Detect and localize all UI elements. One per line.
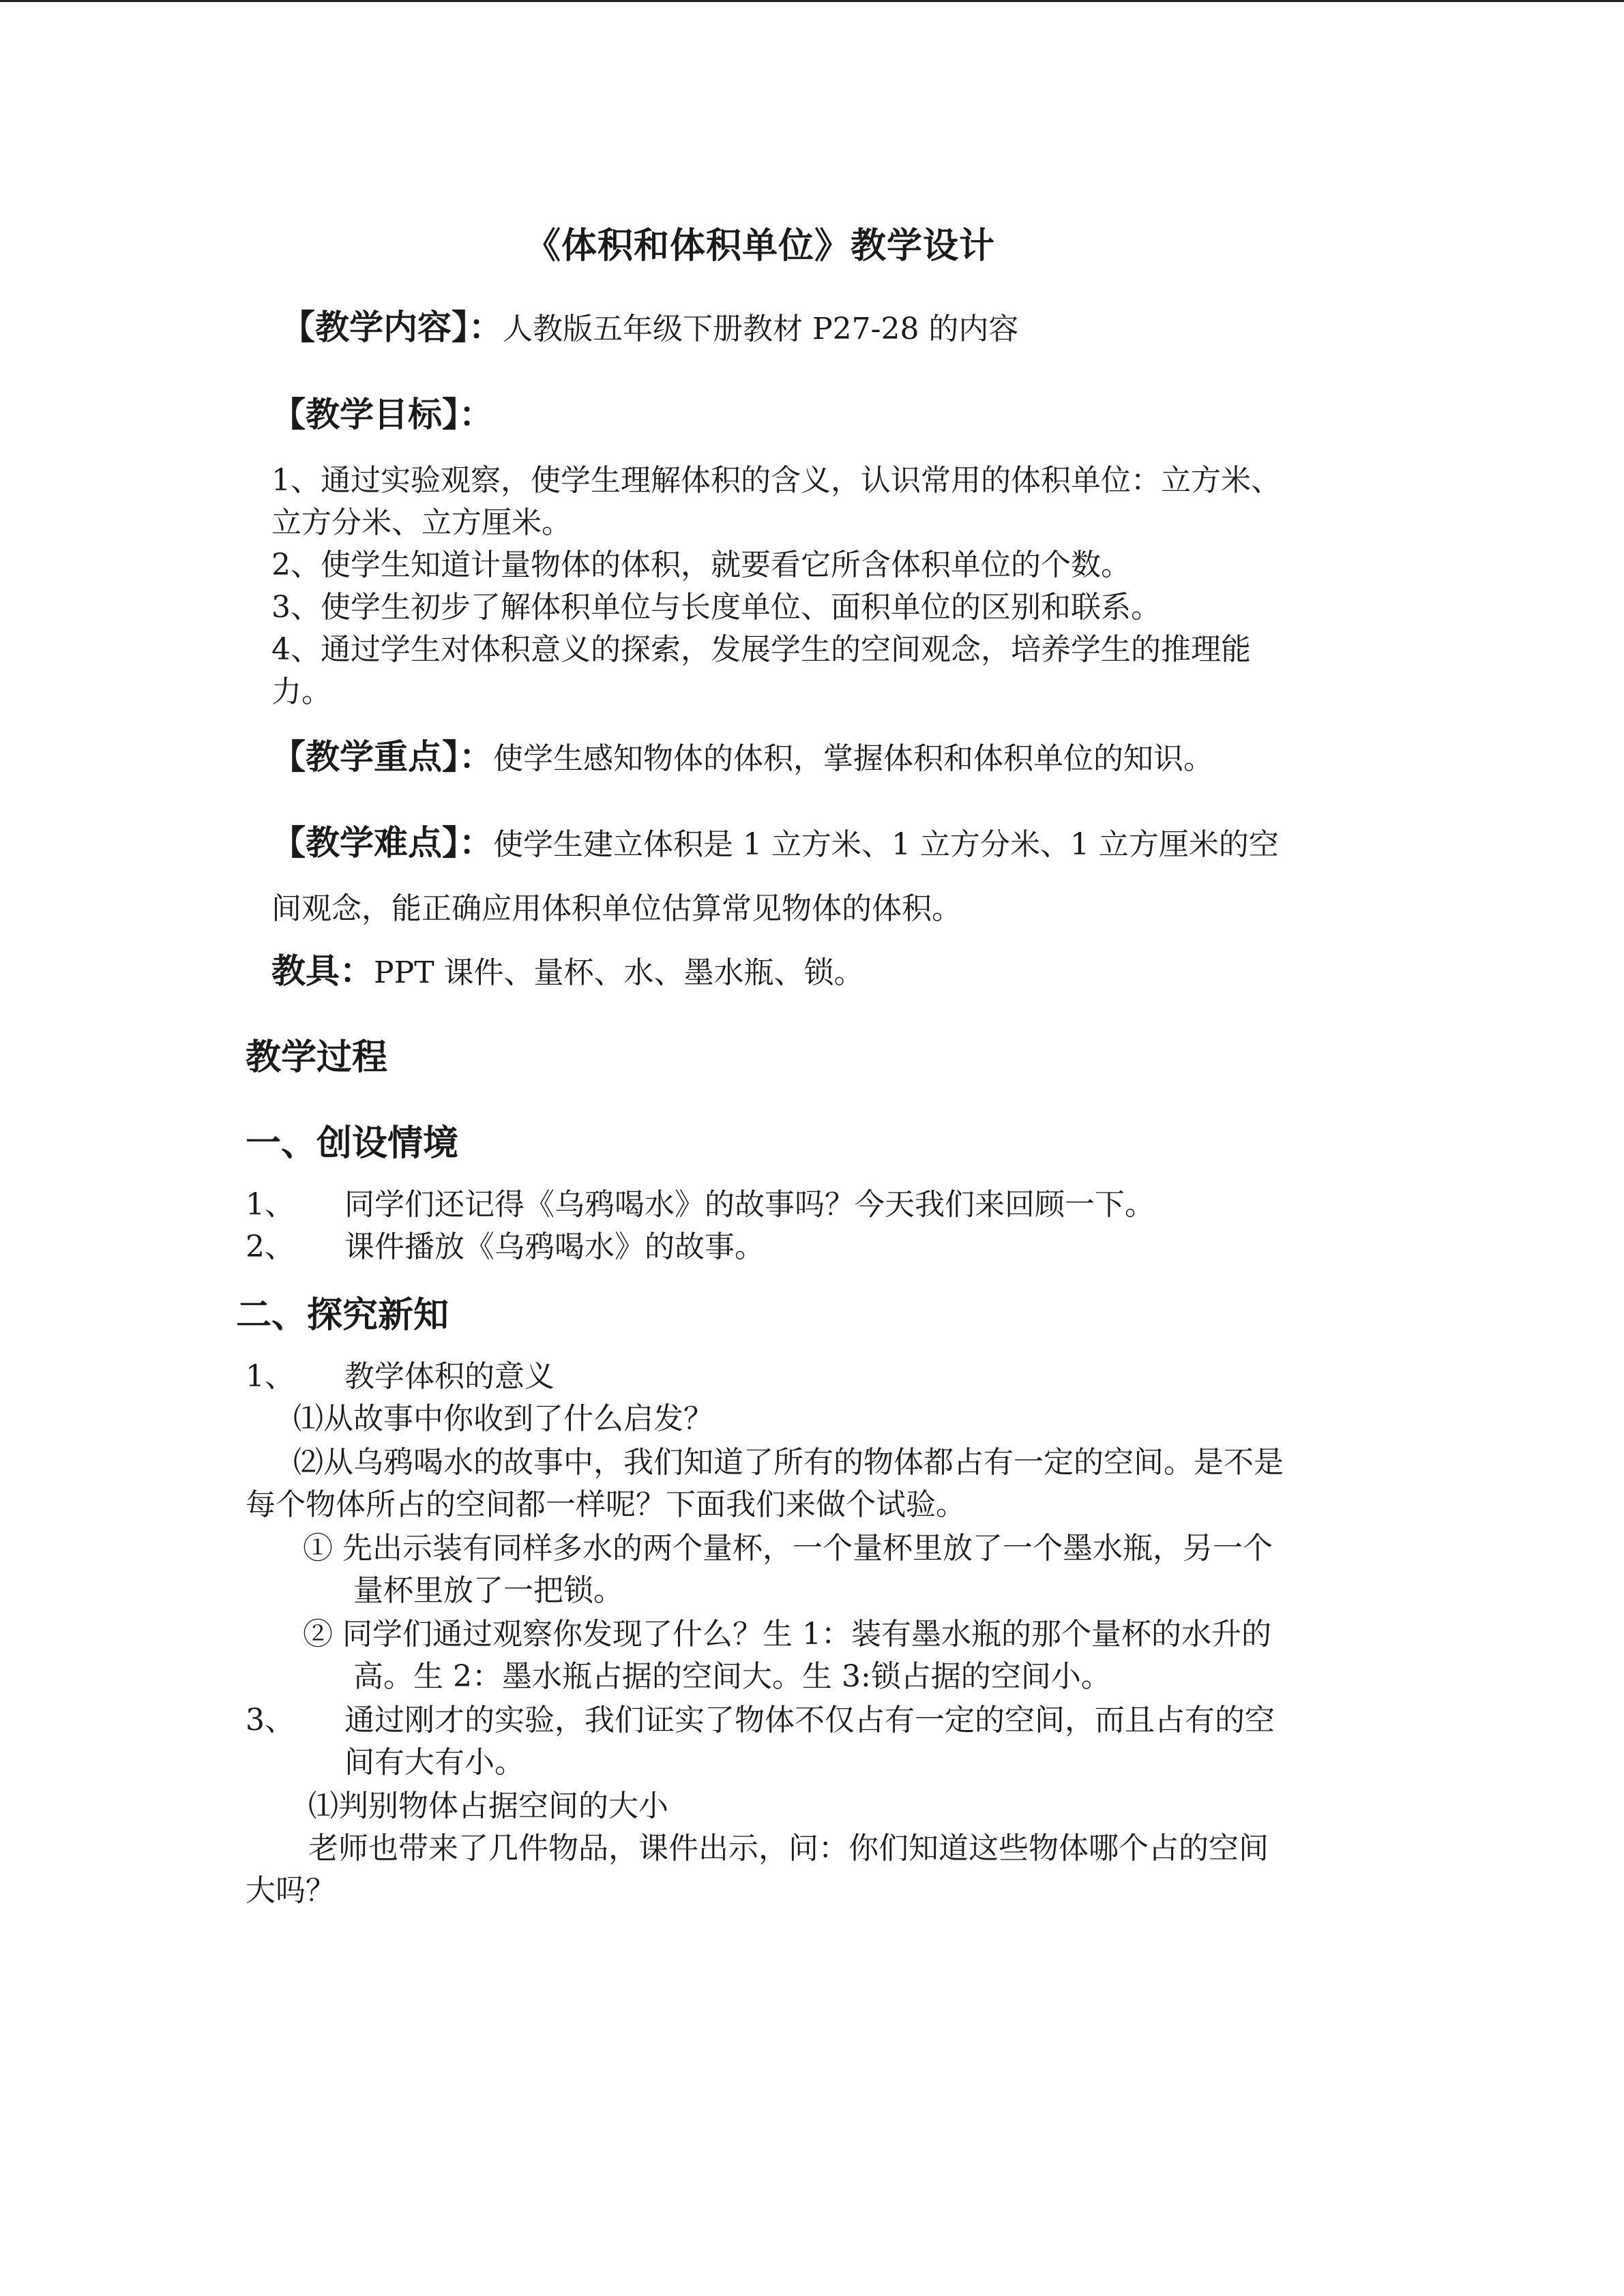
circle-1-line-2: 量杯里放了一把锁。 bbox=[353, 1573, 623, 1608]
section-1-heading: 一、创设情境 bbox=[246, 1123, 459, 1164]
content-text: 人教版五年级下册教材 P27-28 的内容 bbox=[503, 312, 1019, 346]
section-2-item-1-number: 1、 bbox=[246, 1359, 295, 1394]
content-label: 【教学内容】： bbox=[281, 308, 503, 347]
objective-1-line-2: 立方分米、立方厘米。 bbox=[271, 505, 572, 540]
tools-text: PPT 课件、量杯、水、墨水瓶、锁。 bbox=[374, 955, 864, 990]
key-point-text: 使学生感知物体的体积，掌握体积和体积单位的知识。 bbox=[493, 741, 1213, 776]
objective-1-line-1: 1、通过实验观察，使学生理解体积的含义，认识常用的体积单位：立方米、 bbox=[271, 463, 1281, 498]
paragraph-line-2: 大吗？ bbox=[246, 1873, 336, 1908]
content-row bbox=[281, 300, 1018, 349]
key-point-row bbox=[271, 730, 1213, 779]
section-2-sub-3: ⑴判别物体占据空间的大小 bbox=[308, 1789, 668, 1823]
process-heading: 教学过程 bbox=[246, 1037, 388, 1078]
tools-row bbox=[271, 944, 864, 993]
tools-label: 教具： bbox=[271, 951, 374, 991]
difficulty-text-line-2: 间观念，能正确应用体积单位估算常见物体的体积。 bbox=[271, 891, 962, 926]
objective-3: 3、使学生初步了解体积单位与长度单位、面积单位的区别和联系。 bbox=[271, 590, 1161, 625]
section-2-sub-2-line-1: ⑵从乌鸦喝水的故事中，我们知道了所有的物体都占有一定的空间。是不是 bbox=[293, 1445, 1284, 1480]
section-2-item-1-text: 教学体积的意义 bbox=[344, 1359, 555, 1394]
circle-2-line-1: ② 同学们通过观察你发现了什么？生 1：装有墨水瓶的那个量杯的水升的 bbox=[303, 1617, 1271, 1652]
section-2-item-1 bbox=[246, 1352, 555, 1395]
circle-1-line-1: ① 先出示装有同样多水的两个量杯，一个量杯里放了一个墨水瓶，另一个 bbox=[303, 1531, 1273, 1566]
section-1-item-2 bbox=[246, 1222, 765, 1266]
difficulty-label: 【教学难点】： bbox=[271, 823, 493, 863]
key-point-label: 【教学重点】： bbox=[271, 737, 493, 777]
section-2-item-3 bbox=[246, 1695, 1275, 1739]
section-2-sub-1: ⑴从故事中你收到了什么启发？ bbox=[293, 1401, 713, 1436]
section-2-heading: 二、探究新知 bbox=[236, 1295, 449, 1336]
section-2-item-3-line-1: 通过刚才的实验，我们证实了物体不仅占有一定的空间，而且占有的空 bbox=[344, 1703, 1275, 1738]
section-1-item-1 bbox=[246, 1180, 1155, 1223]
objective-2: 2、使学生知道计量物体的体积，就要看它所含体积单位的个数。 bbox=[271, 548, 1131, 582]
section-1-item-1-number: 1、 bbox=[246, 1187, 295, 1222]
section-1-item-1-text: 同学们还记得《乌鸦喝水》的故事吗？今天我们来回顾一下。 bbox=[344, 1187, 1155, 1222]
difficulty-text-line-1: 使学生建立体积是 1 立方米、1 立方分米、1 立方厘米的空 bbox=[493, 827, 1279, 862]
objectives-label: 【教学目标】： bbox=[271, 395, 493, 434]
section-1-item-2-number: 2、 bbox=[246, 1229, 295, 1264]
page-top-border bbox=[0, 0, 1624, 2]
circle-2-line-2: 高。生 2：墨水瓶占据的空间大。生 3:锁占据的空间小。 bbox=[353, 1659, 1111, 1694]
section-2-item-3-number: 3、 bbox=[246, 1703, 295, 1738]
section-2-item-3-line-2: 间有大有小。 bbox=[344, 1745, 525, 1780]
objective-4-line-2: 力。 bbox=[271, 674, 331, 709]
document-title: 《体积和体积单位》教学设计 bbox=[525, 225, 996, 267]
paragraph-line-1: 老师也带来了几件物品，课件出示，问：你们知道这些物体哪个占的空间 bbox=[308, 1831, 1269, 1866]
section-2-sub-2-line-2: 每个物体所占的空间都一样呢？下面我们来做个试验。 bbox=[246, 1487, 966, 1522]
objective-4-line-1: 4、通过学生对体积意义的探索，发展学生的空间观念，培养学生的推理能 bbox=[271, 632, 1251, 667]
section-1-item-2-text: 课件播放《乌鸦喝水》的故事。 bbox=[344, 1229, 765, 1264]
difficulty-row bbox=[271, 816, 1279, 865]
